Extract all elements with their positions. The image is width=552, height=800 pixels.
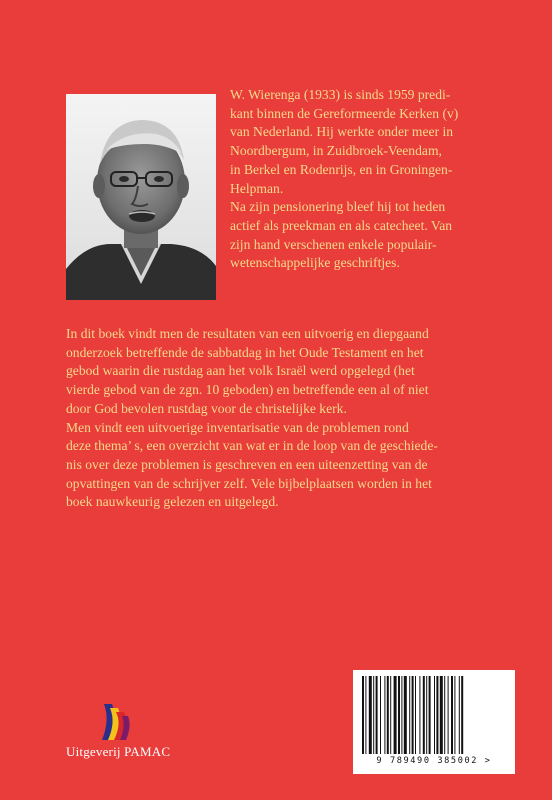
barcode-bar	[401, 676, 402, 754]
bio-paragraph-1	[230, 86, 500, 198]
summary-line: nis over deze problemen is geschreven en een uiteenzetting van de	[66, 456, 428, 472]
stacked-books-logo-icon	[96, 700, 146, 742]
summary-paragraph-2	[66, 419, 506, 513]
barcode-bar	[426, 676, 427, 754]
summary-paragraph-1	[66, 325, 506, 419]
book-summary	[66, 325, 506, 512]
author-portrait-image	[66, 94, 216, 300]
bio-line: Helpman.	[230, 180, 284, 196]
barcode-bars	[360, 676, 508, 754]
bio-line: Noordbergum, in Zuidbroek-Veendam,	[230, 143, 442, 159]
summary-line: Men vindt een uitvoerige inventarisatie van de problemen rond	[66, 419, 409, 435]
bio-line: wetenschappelijke geschriftjes.	[230, 255, 400, 271]
barcode-bar	[440, 676, 443, 754]
barcode-bar	[369, 676, 372, 754]
barcode-bar	[415, 676, 416, 754]
barcode-bar	[380, 676, 381, 754]
barcode-bar	[376, 676, 378, 754]
barcode-bar	[423, 676, 425, 754]
barcode-bar	[454, 676, 455, 754]
barcode-bar	[387, 676, 389, 754]
summary-line: In dit boek vindt men de resultaten van een uitvoerig en diepgaand	[66, 326, 429, 341]
barcode-bar	[459, 676, 460, 754]
bio-line: van Nederland. Hij werkte onder meer in	[230, 124, 454, 140]
summary-line: opvattingen van de schrijver zelf. Vele bijbelplaatsen worden in het	[66, 475, 432, 491]
summary-line: vierde gebod van de zgn. 10 geboden) en betreffende een al of niet	[66, 382, 429, 398]
barcode-bar	[394, 676, 397, 754]
barcode-bar	[398, 676, 400, 754]
barcode-bar	[409, 676, 410, 754]
barcode-bar	[448, 676, 449, 754]
summary-line: boek nauwkeurig gelezen en uitgelegd.	[66, 494, 279, 510]
publisher-name: Uitgeverij PAMAC	[66, 744, 171, 759]
author-photo	[66, 94, 216, 300]
barcode-bar	[436, 676, 438, 754]
summary-line: onderzoek betreffende de sabbatdag in het Oude Testament en het	[66, 344, 424, 360]
bio-line: zijn hand verschenen enkele populair-	[230, 236, 437, 252]
barcode-bar	[365, 676, 366, 754]
bio-line: Na zijn pensionering bleef hij tot heden	[230, 199, 446, 215]
barcode-bar	[461, 676, 463, 754]
isbn-digits: 9 789490 385002	[376, 756, 479, 766]
isbn-number	[353, 756, 515, 766]
bio-line: W. Wierenga (1933) is sinds 1959 predi-	[230, 87, 451, 102]
isbn-barcode	[353, 670, 515, 774]
barcode-bar	[362, 676, 364, 754]
author-bio	[230, 86, 500, 273]
barcode-bar	[384, 676, 385, 754]
barcode-bar	[451, 676, 453, 754]
bio-paragraph-2	[230, 198, 500, 273]
isbn-arrow: >	[484, 756, 492, 766]
barcode-bar	[429, 676, 431, 754]
summary-line: door God bevolen rustdag voor de christelijke kerk.	[66, 400, 347, 416]
summary-line: deze thema’ s, een overzicht van wat er in de loop van de geschiede-	[66, 438, 438, 454]
barcode-bar	[419, 676, 420, 754]
bio-line: actief als preekman en als catecheet. Van	[230, 217, 453, 233]
summary-line: gebod waarin die rustdag aan het volk Israël werd opgelegd (het	[66, 363, 415, 379]
barcode-bar	[412, 676, 414, 754]
barcode-bar	[390, 676, 391, 754]
barcode-bar	[373, 676, 374, 754]
barcode-bar	[434, 676, 435, 754]
bio-line: in Berkel en Rodenrijs, en in Groningen-	[230, 161, 453, 177]
barcode-bar	[444, 676, 445, 754]
barcode-bar	[404, 676, 407, 754]
bio-line: kant binnen de Gereformeerde Kerken (v)	[230, 105, 459, 121]
